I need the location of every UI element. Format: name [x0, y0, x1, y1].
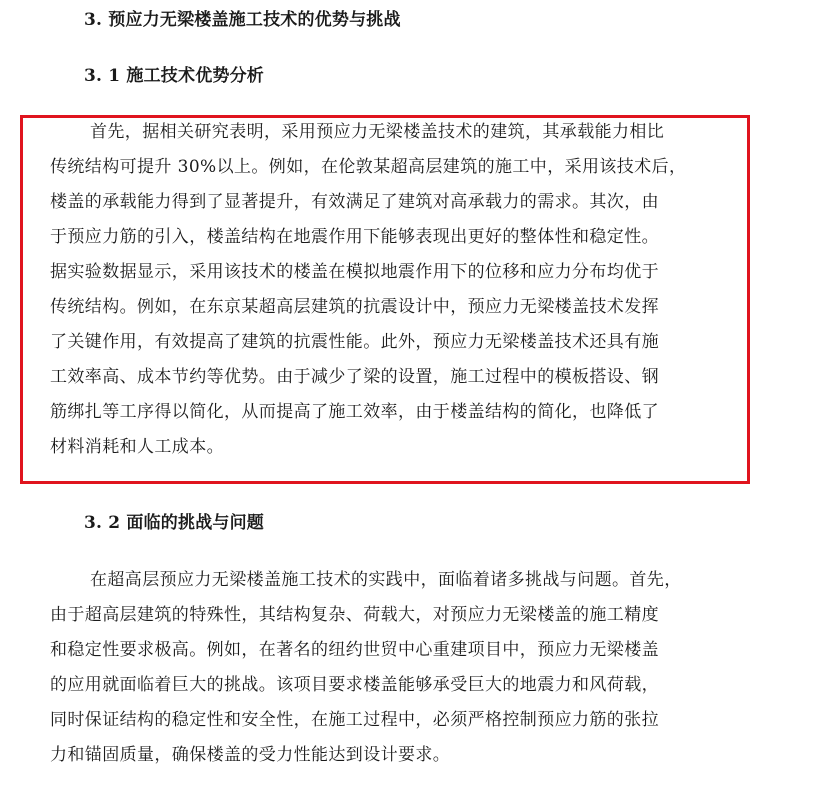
paragraph-line: 楼盖的承载能力得到了显著提升，有效满足了建筑对高承载力的需求。其次，由	[50, 192, 659, 212]
paragraph-line: 同时保证结构的稳定性和安全性，在施工过程中，必须严格控制预应力筋的张拉	[50, 710, 659, 730]
paragraph-line: 工效率高、成本节约等优势。由于减少了梁的设置，施工过程中的模板搭设、钢	[50, 367, 659, 387]
subsection-heading-3-1: 3. 1 施工技术优势分析	[84, 66, 265, 86]
paragraph-line: 筋绑扎等工序得以简化，从而提高了施工效率，由于楼盖结构的简化，也降低了	[50, 402, 659, 422]
paragraph-challenges	[50, 563, 750, 773]
paragraph-line: 力和锚固质量，确保楼盖的受力性能达到设计要求。	[50, 745, 451, 765]
paragraph-line: 传统结构可提升 30%以上。例如，在伦敦某超高层建筑的施工中，采用该技术后，	[50, 157, 687, 177]
paragraph-line: 首先，据相关研究表明，采用预应力无梁楼盖技术的建筑，其承载能力相比	[90, 122, 665, 142]
section-heading-3: 3. 预应力无梁楼盖施工技术的优势与挑战	[84, 10, 401, 30]
paragraph-line: 在超高层预应力无梁楼盖施工技术的实践中，面临着诸多挑战与问题。首先，	[90, 570, 682, 590]
subsection-heading-3-2: 3. 2 面临的挑战与问题	[84, 513, 265, 533]
paragraph-line: 和稳定性要求极高。例如，在著名的纽约世贸中心重建项目中，预应力无梁楼盖	[50, 640, 659, 660]
paragraph-line: 据实验数据显示，采用该技术的楼盖在模拟地震作用下的位移和应力分布均优于	[50, 262, 659, 282]
paragraph-line: 了关键作用，有效提高了建筑的抗震性能。此外，预应力无梁楼盖技术还具有施	[50, 332, 659, 352]
paragraph-line: 于预应力筋的引入，楼盖结构在地震作用下能够表现出更好的整体性和稳定性。	[50, 227, 659, 247]
paragraph-line: 传统结构。例如，在东京某超高层建筑的抗震设计中，预应力无梁楼盖技术发挥	[50, 297, 659, 317]
paragraph-line: 的应用就面临着巨大的挑战。该项目要求楼盖能够承受巨大的地震力和风荷载，	[50, 675, 659, 695]
paragraph-line: 由于超高层建筑的特殊性，其结构复杂、荷载大，对预应力无梁楼盖的施工精度	[50, 605, 659, 625]
paragraph-advantages	[50, 115, 750, 465]
paragraph-line: 材料消耗和人工成本。	[50, 437, 224, 457]
